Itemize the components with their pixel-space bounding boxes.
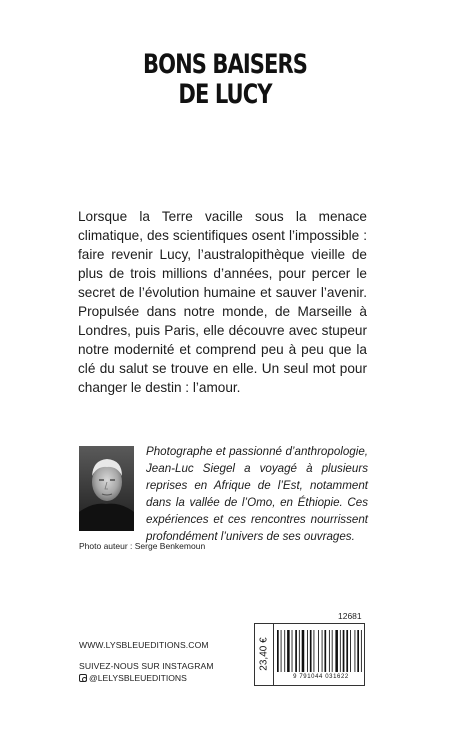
book-title-line-2: DE LUCY xyxy=(178,79,272,110)
author-photo xyxy=(79,446,134,531)
book-summary: Lorsque la Terre vacille sous la menace climatique, des scientifiques osent l’impossible : faire revenir Lucy, l’australopithèque vieille de plus de trois millions d’années, pour percer le secret de l’évolution humaine et sauver l’avenir. Propulsée dans notre monde, de Marseille à Londres, puis Paris, elle découvre avec stupeur notre modernité et comprend peu à peu que la clé du salut se trouve en elle. Un seul mot pour changer le destin : l’amour. xyxy=(78,209,367,395)
photo-credit: Photo auteur : Serge Benkemoun xyxy=(79,541,206,551)
reference-code: 12681 xyxy=(338,611,362,621)
barcode-bars xyxy=(277,630,363,674)
instagram-follow-label: SUIVEZ-NOUS SUR INSTAGRAM xyxy=(79,661,214,671)
isbn-number: 9 791044 031622 xyxy=(293,674,349,680)
instagram-handle: @LELYSBLEUEDITIONS xyxy=(89,673,187,683)
barcode-panel xyxy=(254,623,365,686)
price-box xyxy=(255,624,274,685)
book-title xyxy=(50,50,401,110)
author-biography: Photographe et passionné d’anthropologie, Jean-Luc Siegel a voyagé à plusieurs reprises en Afrique de l’Est, notamment dans la vallée de l’Omo, en Éthiopie. Ces expériences et ces rencontres nourrissent profondément l’univers de ses ouvrages. xyxy=(146,445,368,543)
book-title-line-1: BONS BAISERS xyxy=(143,49,307,80)
author-portrait-image xyxy=(79,446,134,531)
instagram-icon xyxy=(79,674,87,682)
price-label: 23,40 € xyxy=(258,637,270,671)
publisher-website: WWW.LYSBLEUEDITIONS.COM xyxy=(79,640,209,650)
instagram-handle-row xyxy=(79,673,187,683)
